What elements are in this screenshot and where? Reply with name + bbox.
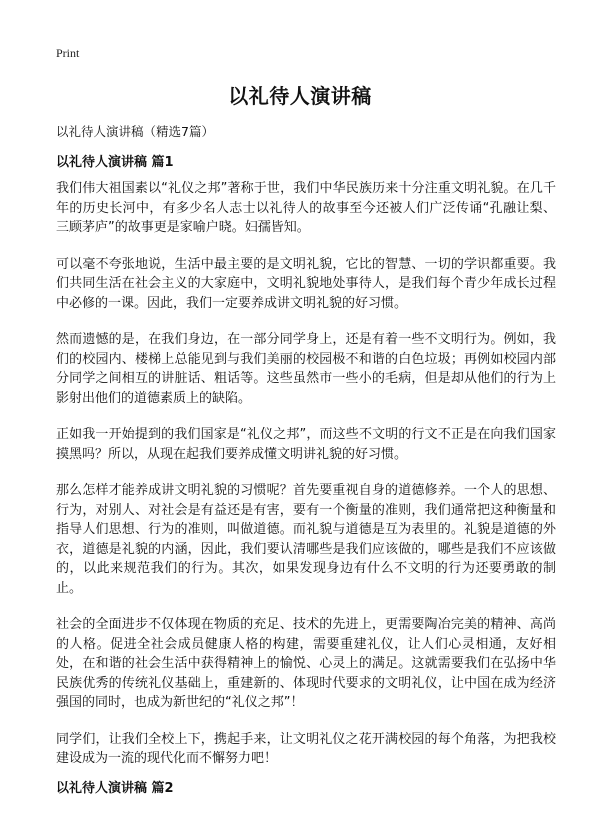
paragraph: 那么怎样才能养成讲文明礼貌的习惯呢？首先要重视自身的道德修养。一个人的思想、行为，对别人、对社会是有益还是有害，要有一个衡量的准则，我们通常把这种衡量和指导人们思想、行为的准则，叫做道德。而礼貌与道德是互为表里的。礼貌是道德的外衣，道德是礼貌的内涵，因此，我们要认清哪些是我们应该做的，哪些是我们不应该做的，以此来规范我们的行为。其次，如果发现身边有什么不文明的行为还要勇敢的制止。 [56,483,556,596]
paragraph: 同学们，让我们全校上下，携起手来，让文明礼仪之花开满校园的每个角落，为把我校建设成为一流的现代化而不懈努力吧！ [56,731,556,766]
print-link[interactable]: Print [56,46,80,60]
section-heading-2: 以礼待人演讲稿 篇2 [56,781,174,796]
page-title: 以礼待人演讲稿 [228,84,372,108]
paragraph: 然而遗憾的是，在我们身边，在一部分同学身上，还是有着一些不文明行为。例如，我们的校园内、楼梯上总能见到与我们美丽的校园极不和谐的白色垃圾；再例如校园内部分同学之间相互的讲脏话、粗话等。这些虽然市一些小的毛病，但是却从他们的行为上影射出他们的道德素质上的缺陷。 [56,332,556,406]
paragraph: 社会的全面进步不仅体现在物质的充足、技术的先进上，更需要陶冶完美的精神、高尚的人格。促进全社会成员健康人格的构建，需要重建礼仪，让人们心灵相通，友好相处，在和谐的社会生活中获得精神上的愉悦、心灵上的满足。这就需要我们在弘扬中华民族优秀的传统礼仪基础上，重建新的、体现时代要求的文明礼仪，让中国在成为经济强国的同时，也成为新世纪的“礼仪之邦”！ [56,617,556,710]
document-subtitle: 以礼待人演讲稿（精选7篇） [56,124,214,139]
paragraph: 我们伟大祖国素以“礼仪之邦”著称于世，我们中华民族历来十分注重文明礼貌。在几千年的历史长河中，有多少名人志士以礼待人的故事至今还被人们广泛传诵“孔融让梨、三顾茅庐”的故事更是家喻户晓。妇孺皆知。 [56,181,556,235]
paragraph: 正如我一开始提到的我们国家是“礼仪之邦”，而这些不文明的行文不正是在向我们国家摸黑吗？所以，从现在起我们要养成懂文明讲礼貌的好习惯。 [56,427,556,462]
section-1-body [56,179,556,786]
paragraph: 可以毫不夸张地说，生活中最主要的是文明礼貌，它比的智慧、一切的学识都重要。我们共同生活在社会主义的大家庭中，文明礼貌地处事待人，是我们每个青少年成长过程中必修的一课。因此，我们一定要养成讲文明礼貌的好习惯。 [56,256,556,311]
section-heading-1: 以礼待人演讲稿 篇1 [56,155,174,170]
